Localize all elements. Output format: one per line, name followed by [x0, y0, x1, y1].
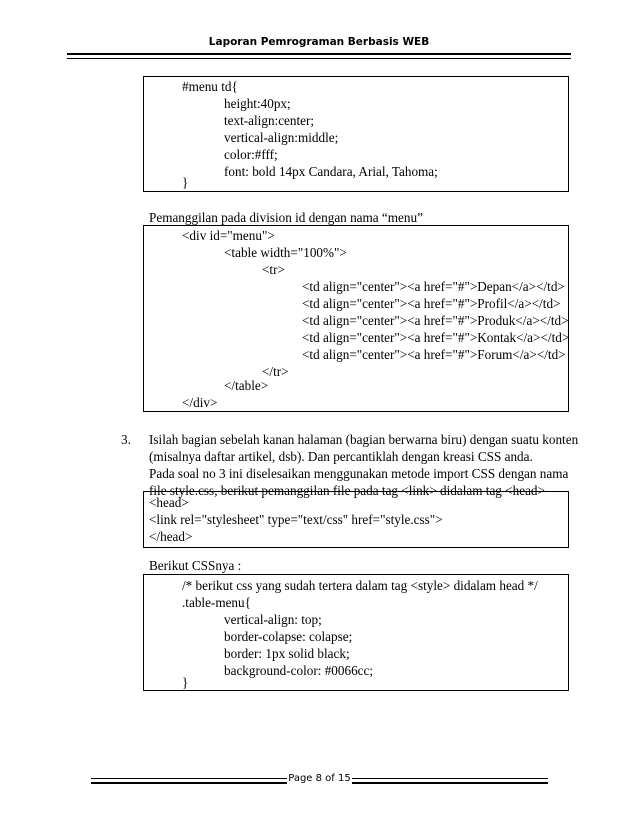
code-line: <head> [149, 495, 189, 510]
code-line: <div id="menu"> [182, 228, 275, 243]
paragraph-line: Isilah bagian sebelah kanan halaman (bagian berwarna biru) dengan suatu konten [149, 432, 579, 447]
code-line: <td align="center"><a href="#">Kontak</a></td> [302, 330, 570, 345]
code-line: <table width="100%"> [224, 245, 347, 260]
code-line: </div> [182, 395, 218, 410]
code-line: border: 1px solid black; [224, 646, 350, 661]
paragraph-line: (misalnya daftar artikel, dsb). Dan percantiklah dengan kreasi CSS anda. [149, 449, 533, 464]
paragraph-line: Pada soal no 3 ini diselesaikan menggunakan metode import CSS dengan nama [149, 466, 569, 481]
code-line: .table-menu{ [182, 595, 251, 610]
code-line: background-color: #0066cc; [224, 663, 374, 678]
caption-css-intro: Berikut CSSnya : [149, 558, 242, 573]
code-line: } [182, 175, 189, 190]
header-rule-thin [67, 58, 571, 59]
code-line: <link rel="stylesheet" type="text/css" href="style.css"> [149, 512, 443, 527]
code-line: </tr> [262, 364, 289, 379]
code-line: vertical-align: top; [224, 612, 322, 627]
footer-rule-left-thin [91, 778, 287, 779]
footer-rule-left-thick [91, 782, 287, 784]
code-line: </head> [149, 529, 193, 544]
code-line: font: bold 14px Candara, Arial, Tahoma; [224, 164, 438, 179]
footer-rule-right-thin [352, 778, 548, 779]
code-block-link-stylesheet [143, 491, 569, 548]
code-block-table-menu-css [143, 574, 569, 691]
code-line: <td align="center"><a href="#">Produk</a></td> [302, 313, 569, 328]
footer-rule-right-thick [352, 782, 548, 784]
code-line: <td align="center"><a href="#">Depan</a></td> [302, 279, 565, 294]
running-header-title: Laporan Pemrograman Berbasis WEB [208, 36, 430, 48]
page-number: Page 8 of 15 [288, 773, 351, 784]
header-rule-thick [67, 53, 571, 55]
code-line: vertical-align:middle; [224, 130, 339, 145]
code-line: </table> [224, 378, 269, 393]
list-number: 3. [121, 432, 131, 447]
code-line: <td align="center"><a href="#">Forum</a></td> [302, 347, 566, 362]
code-line: color:#fff; [224, 147, 278, 162]
code-block-menu-div-html [143, 225, 569, 412]
code-line: text-align:center; [224, 113, 315, 128]
code-line: <tr> [262, 262, 285, 277]
code-line: border-colapse: colapse; [224, 629, 353, 644]
code-line: } [182, 675, 189, 690]
caption-division-id: Pemanggilan pada division id dengan nama “menu” [149, 210, 423, 225]
code-line: /* berikut css yang sudah tertera dalam tag <style> didalam head */ [182, 578, 538, 593]
code-line: #menu td{ [182, 79, 238, 94]
code-line: <td align="center"><a href="#">Profil</a></td> [302, 296, 561, 311]
code-block-menu-td-css [143, 76, 569, 192]
code-line: height:40px; [224, 96, 291, 111]
paragraph-line: file style.css, berikut pemanggilan file pada tag <link> didalam tag <head> [149, 483, 545, 498]
